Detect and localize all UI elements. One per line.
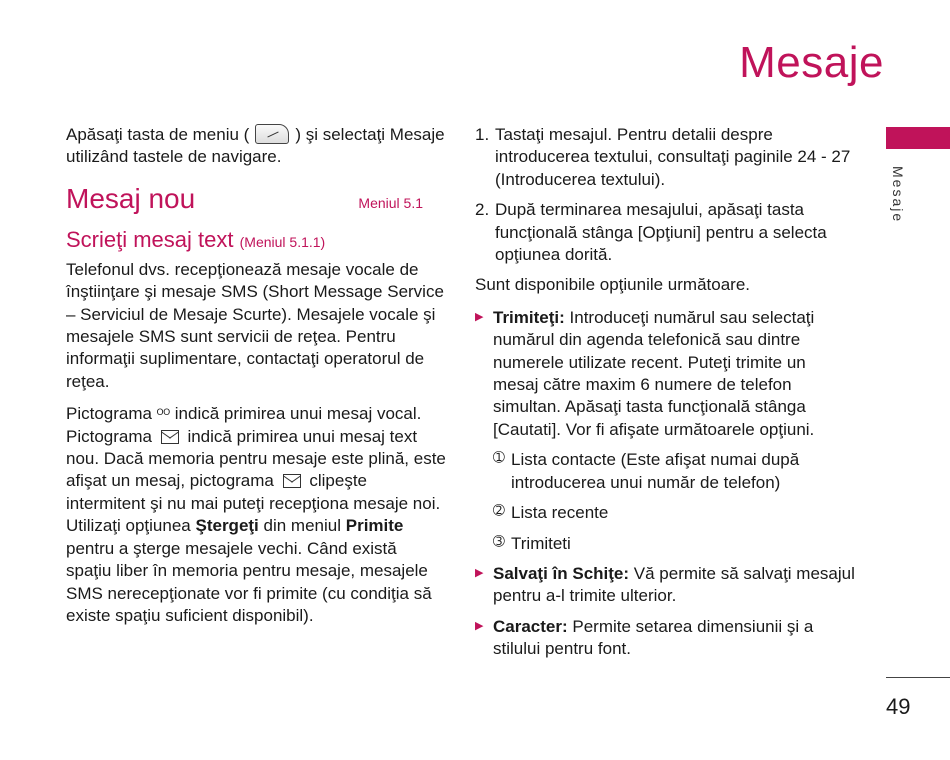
step-item: [475, 124, 855, 191]
circled-number: ➀: [493, 449, 505, 466]
envelope-icon: [161, 430, 179, 444]
step-number: 1.: [475, 125, 490, 144]
circled-number: ➁: [493, 502, 505, 519]
triangle-bullet-icon: ▶: [475, 310, 484, 323]
page-number: 49: [886, 694, 911, 719]
p2-bold-inbox: Primite: [345, 516, 404, 536]
p2-text-b: indică primirea unui mesaj vocal. Pictograma: [66, 404, 422, 446]
p2-text-e: din meniul: [263, 516, 342, 536]
option-text: Vă permite să salvaţi mesajul pentru a-l trimite ulterior.: [493, 563, 855, 606]
option-save-drafts: [475, 563, 855, 608]
triangle-bullet-icon: ▶: [475, 566, 484, 579]
available-options-text: Sunt disponibile opţiunile următoare.: [475, 275, 751, 295]
section-title: Mesaj nou: [66, 182, 196, 214]
right-column: [475, 124, 855, 669]
steps-list: [475, 124, 855, 266]
p2-bold-delete: Ştergeţi: [195, 516, 259, 536]
p2-text-d: clipeşte intermitent şi nu mai puteţi recepţiona mesaje noi. Utilizaţi opţiunea: [66, 471, 441, 536]
body-paragraph-2: [66, 403, 446, 627]
sub-option: [493, 533, 855, 555]
sub-option-text: Trimiteti: [511, 533, 571, 553]
step-text: După terminarea mesajului, apăsaţi tasta funcţională stânga [Opţiuni] pentru a selecta opţiunea dorită.: [495, 200, 827, 265]
p2-text-f: pentru a şterge mesajele vechi. Când există spaţiu liber în memoria pentru mesaje, mesajele SMS nerecepţionate vor fi primite (cu condiţia să existe spaţiu suficient disponibil).: [66, 538, 432, 625]
step-number: 2.: [475, 200, 490, 220]
p2-text-c: indică primirea unui mesaj text nou. Dacă memoria pentru mesaje este plină, este afişat un mesaj, pictograma: [66, 426, 446, 491]
sub-option: [493, 502, 855, 524]
option-text: Introduceţi numărul sau selectaţi numărul din agenda telefonică sau dintre numerele utilizate recent. Puteţi trimite un mesaj către maxim 6 numere de telefon simultan. Apăsaţi tasta funcţională stânga [Cautati]. Vor fi afişate următoarele opţiuni.: [493, 307, 815, 439]
subsection-menu-ref: (Meniul 5.1.1): [239, 233, 326, 250]
sub-option-text: Lista contacte (Este afişat numai după introducerea unui număr de telefon): [511, 450, 800, 492]
option-text: Permite setarea dimensiunii şi a stilului pentru font.: [493, 616, 814, 659]
subsection-heading: [66, 227, 446, 253]
subsection-title: Scrieţi mesaj text: [66, 226, 234, 252]
body-paragraph-1: Telefonul dvs. recepţionează mesaje vocale de înştiinţare şi mesaje SMS (Short Message Service – Serviciul de Mesaje Scurte). Mesajele vocale şi mesajele SMS sunt servicii de reţea. Pentru informaţii suplimentare, contactaţi operatorul de reţea.: [66, 259, 444, 391]
step-text: Tastaţi mesajul. Pentru detalii despre introducerea textului, consultaţi paginile 24 - 27 (Introducerea textului).: [495, 125, 851, 189]
circled-number: ➂: [493, 532, 505, 549]
option-label: Salvaţi în Schiţe:: [493, 563, 630, 583]
chapter-title: Mesaje: [739, 38, 884, 87]
left-column: [66, 124, 446, 637]
triangle-bullet-icon: ▶: [475, 619, 484, 632]
menu-key-icon: [255, 124, 289, 144]
intro-paragraph: [66, 124, 446, 169]
p2-text-a: Pictograma: [66, 404, 152, 424]
section-menu-ref: Meniul 5.1: [358, 194, 423, 211]
option-font: [475, 616, 855, 661]
section-heading: [66, 183, 423, 215]
side-tab-label: Mesaje: [890, 166, 906, 224]
step-item: [475, 199, 855, 266]
option-label: Caracter:: [493, 616, 568, 636]
option-label: Trimiteţi:: [493, 307, 565, 327]
intro-text-a: Apăsaţi tasta de meniu (: [66, 125, 250, 144]
option-send: [475, 307, 855, 441]
sub-option: [493, 449, 855, 494]
voicemail-icon: ᴼᴼ: [156, 406, 171, 422]
side-tab-bar: [886, 127, 950, 149]
envelope-icon: [283, 474, 301, 488]
sub-option-text: Lista recente: [511, 503, 609, 523]
footer-rule: [886, 677, 950, 678]
intro-text-b: ) şi selectaţi Mesaje utilizând tastele de navigare.: [66, 125, 445, 167]
